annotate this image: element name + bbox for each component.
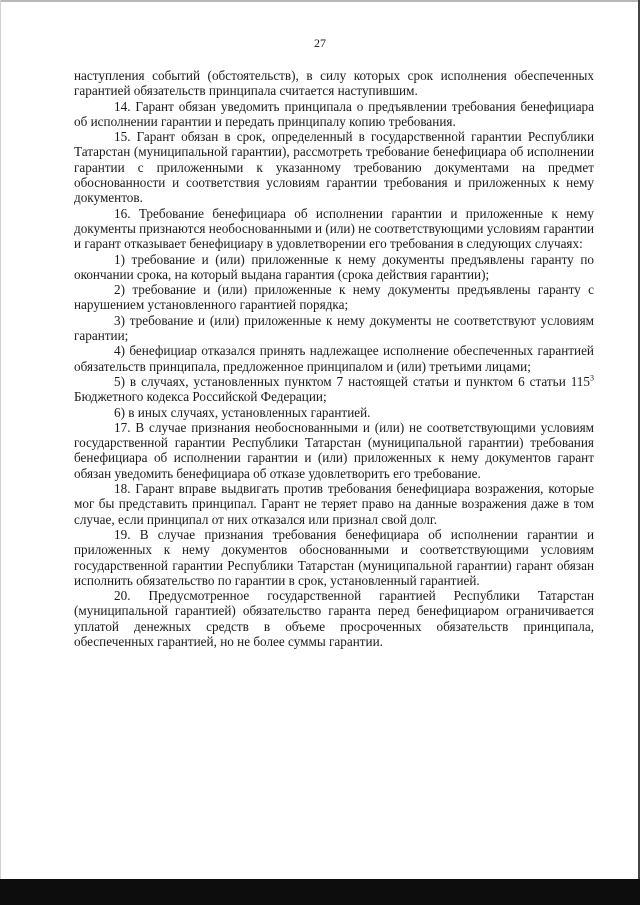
scan-left-edge [0, 0, 1, 905]
paragraph-16: 16. Требование бенефициара об исполнении гарантии и приложенные к нему документы признаются необоснованными и (или) не соответствующими условиям гарантии и гарант отказывает бенефициару в удовлетворении его требования в следующих случаях: [74, 205, 594, 252]
list-item-5-text-end: Бюджетного кодекса Российской Федерации; [74, 389, 327, 405]
list-item-1: 1) требование и (или) приложенные к нему документы предъявлены гаранту по окончании срока, на который выдана гарантия (срока действия гарантии); [74, 251, 594, 282]
paragraph-18: 18. Гарант вправе выдвигать против требования бенефициара возражения, которые мог бы представить принципал. Гарант не теряет право на данные возражения даже в том случае, если принципал от них отказался или признал свой долг. [74, 481, 594, 527]
article-superscript: 3 [590, 373, 594, 383]
list-item-2: 2) требование и (или) приложенные к нему документы предъявлены гаранту с нарушением установленного гарантией порядка; [74, 282, 594, 313]
list-item-3: 3) требование и (или) приложенные к нему документы не соответствуют условиям гарантии; [74, 312, 594, 344]
paragraph-17: 17. В случае признания необоснованными и (или) не соответствующими условиям государственной гарантии Республики Татарстан (муниципальной гарантии) требования бенефициара об исполнении гарантии и (или) приложенных к нему документов гарант обязан уведомить бенефициара об отказе удовлетворить его требование. [74, 419, 594, 481]
list-item-5 [74, 374, 594, 405]
paragraph-14: 14. Гарант обязан уведомить принципала о предъявлении требования бенефициара об исполнении гарантии и передать принципалу копию требования. [74, 98, 594, 129]
page-number: 27 [314, 36, 326, 50]
scan-bottom-edge [0, 879, 640, 905]
paragraph-20: 20. Предусмотренное государственной гарантией Республики Татарстан (муниципальной гарантией) обязательство гаранта перед бенефициаром ограничивается уплатой денежных средств в объеме просроченных обязательств принципала, обеспеченных гарантией, но не более суммы гарантии. [74, 588, 594, 649]
list-item-5-text: 5) в случаях, установленных пунктом 7 настоящей статьи и пунктом 6 статьи 115 [114, 373, 590, 389]
paragraph-15: 15. Гарант обязан в срок, определенный в государственной гарантии Республики Татарстан (муниципальной гарантии), рассмотреть требование бенефициара об исполнении гарантии с приложенными к указанному требованию документами на предмет обоснованности и соответствия условиям гарантии требования и приложенных к нему документов. [74, 129, 594, 206]
paragraph-continuation: наступления событий (обстоятельств), в силу которых срок исполнения обеспеченных гарантией обязательств принципала считается наступившим. [74, 68, 594, 99]
document-body [74, 68, 594, 649]
paragraph-19: 19. В случае признания требования бенефициара об исполнении гарантии и приложенных к нему документов обоснованными и соответствующими условиям государственной гарантии Республики Татарстан (муниципальной гарантии) гарант обязан исполнить обязательство по гарантии в срок, установленный гарантией. [74, 526, 594, 588]
list-item-4: 4) бенефициар отказался принять надлежащее исполнение обеспеченных гарантией обязательств принципала, предложенное принципалом и (или) третьими лицами; [74, 343, 594, 374]
list-item-6: 6) в иных случаях, установленных гарантией. [114, 404, 371, 420]
scan-top-edge [0, 0, 640, 2]
